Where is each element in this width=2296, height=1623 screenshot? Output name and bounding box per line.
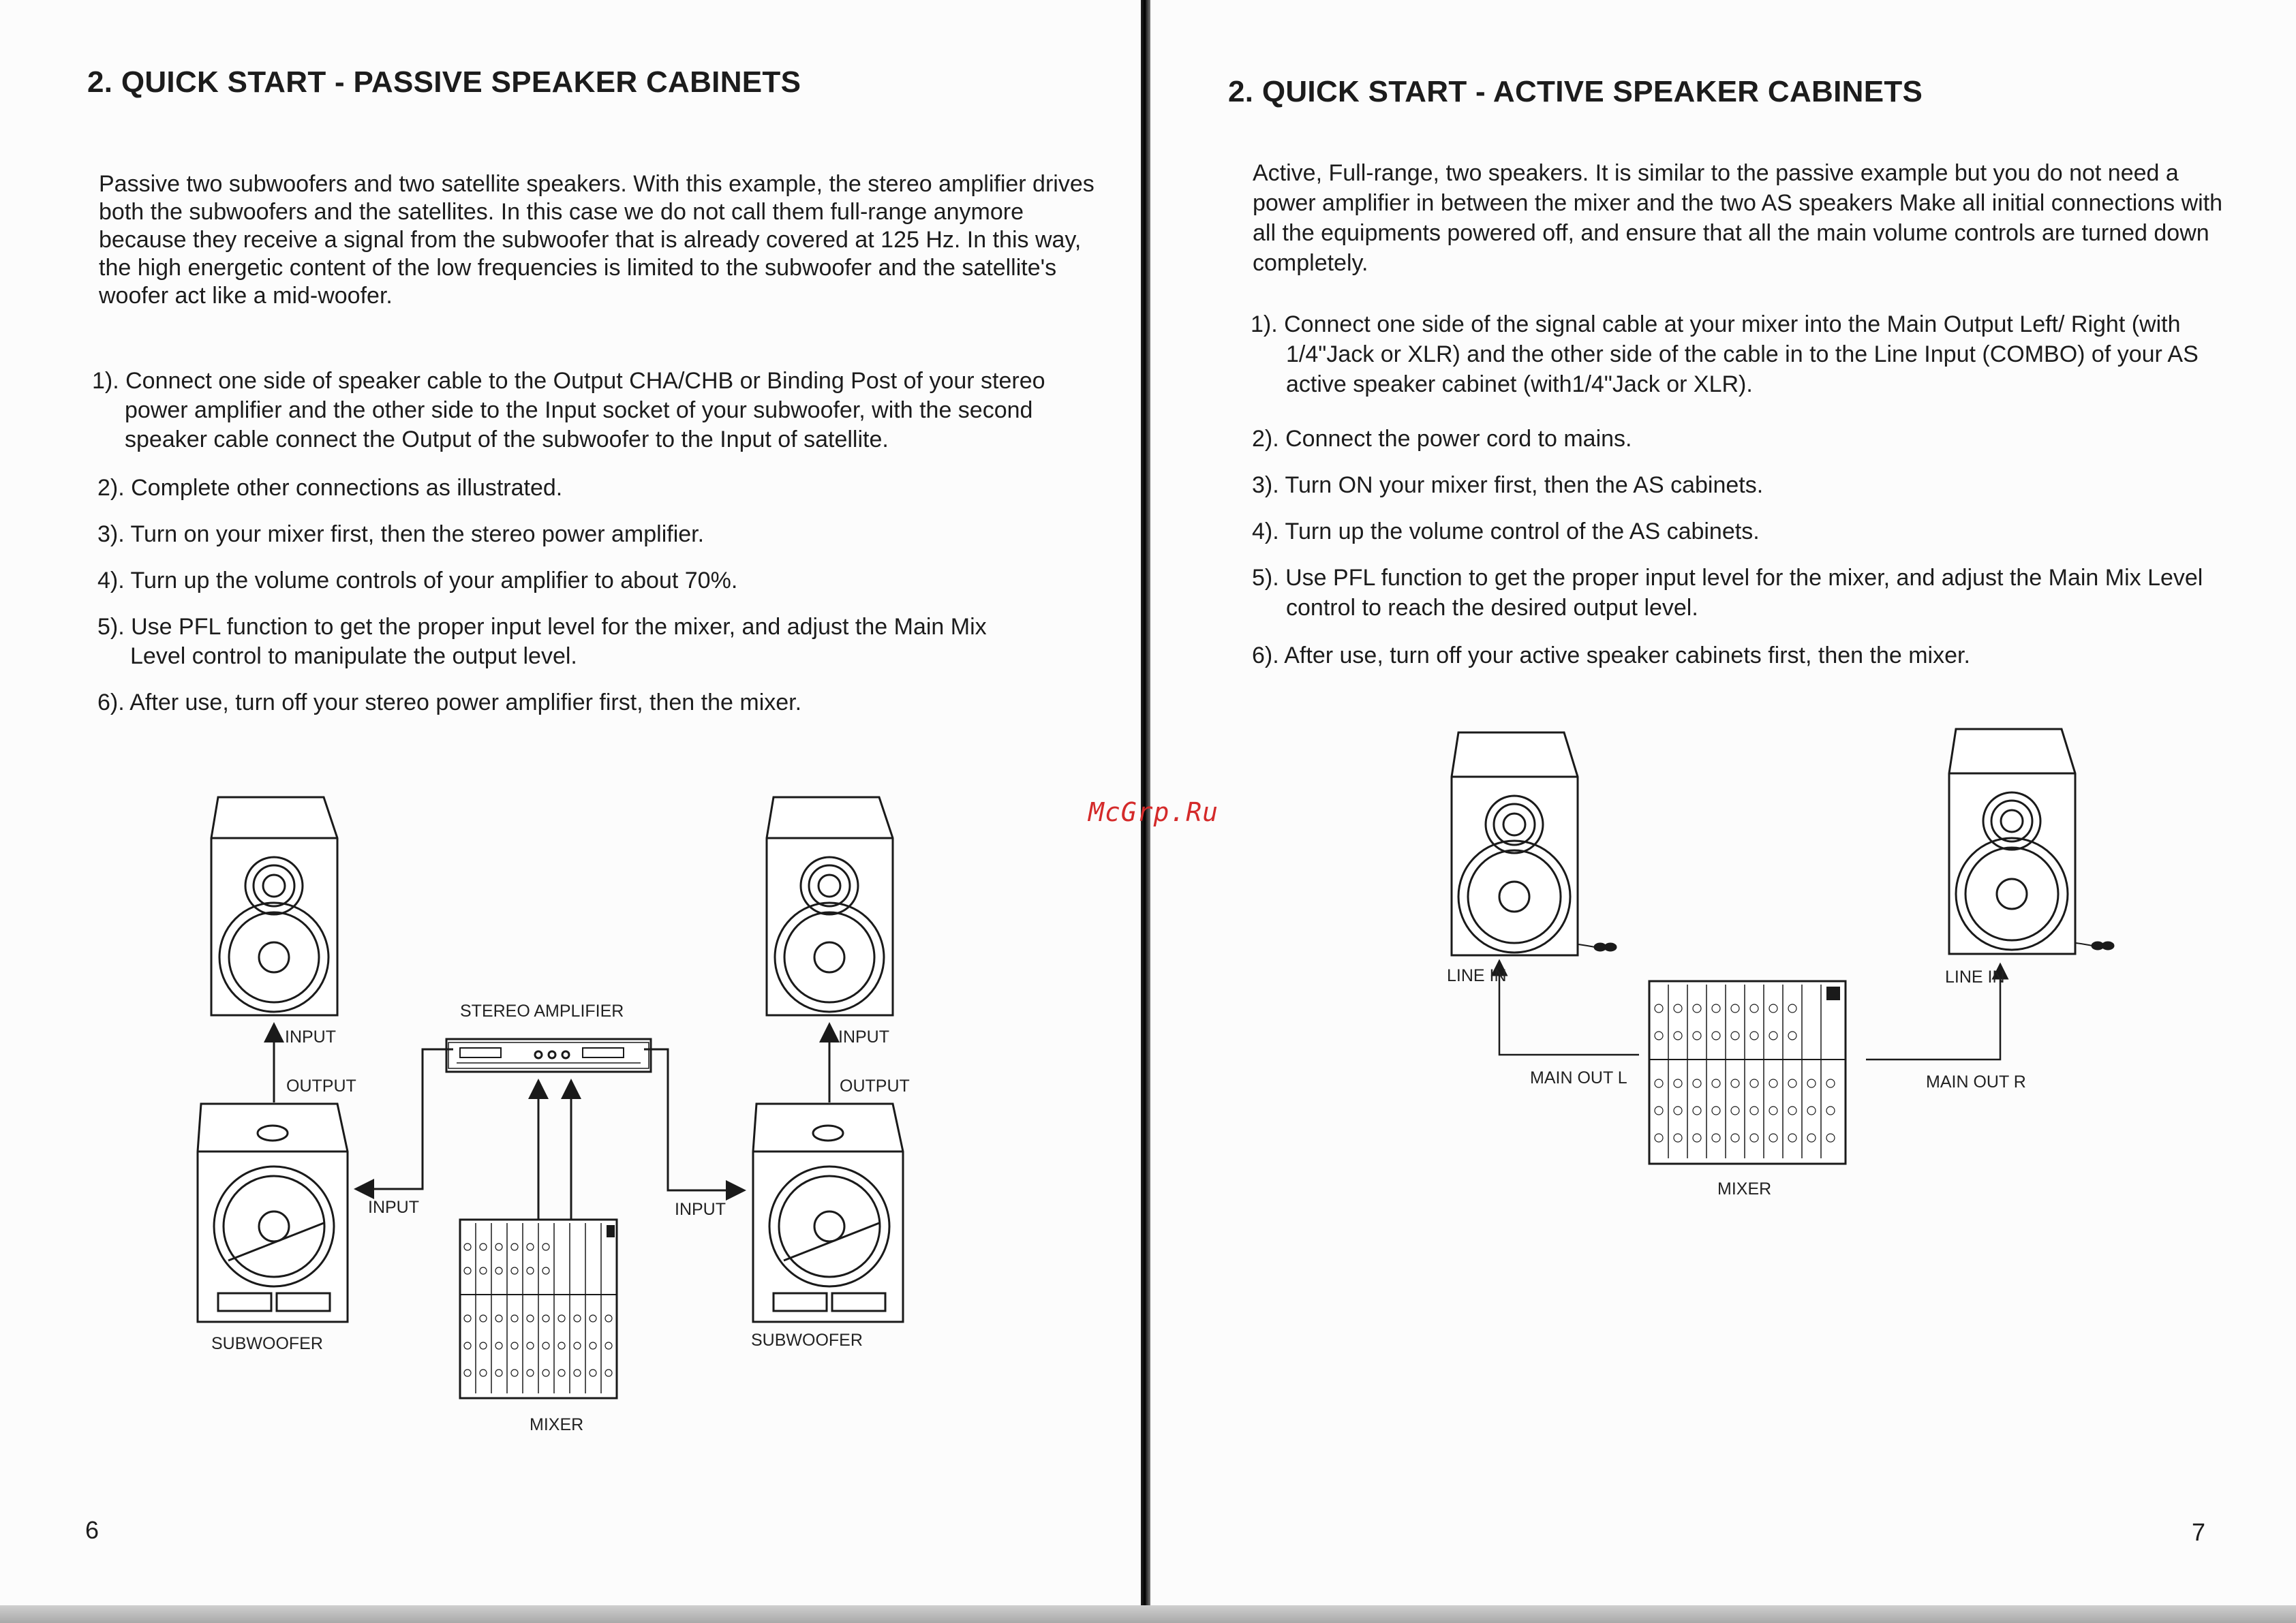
left-step-2: 2). Complete other connections as illustrated. xyxy=(97,475,563,501)
left-subwoofer-label: SUBWOOFER xyxy=(211,1334,323,1353)
right-active-speaker xyxy=(1949,729,2113,954)
left-active-speaker xyxy=(1452,732,1616,955)
stereo-amplifier-label: STEREO AMPLIFIER xyxy=(460,1002,624,1021)
mixer-to-amplifier-wiring xyxy=(538,1081,571,1220)
right-step-6: 6). After use, turn off your active speaker cabinets first, then the mixer. xyxy=(1252,643,1970,668)
active-connection-diagram xyxy=(1377,715,2140,1233)
right-subwoofer-label: SUBWOOFER xyxy=(751,1331,863,1350)
right-page-number: 7 xyxy=(2192,1518,2206,1546)
right-intro-paragraph: Active, Full-range, two speakers. It is similar to the passive example but you do not need a power amplifier in between the mixer and the two AS speakers Make all initial connections with all the equipments powered off, and ensure that all the main volume controls are turned down completely. xyxy=(1253,160,2223,276)
left-page xyxy=(0,0,1145,1623)
main-out-r-label: MAIN OUT R xyxy=(1926,1072,2026,1092)
right-steps-list xyxy=(1251,309,2225,670)
right-subwoofer-output-label: OUTPUT xyxy=(840,1077,910,1096)
left-intro-paragraph: Passive two subwoofers and two satellite speakers. With this example, the stereo amplifier drives both the subwoofers and the satellites. In this case we do not call them full-range anymore because they receive a signal from the subwoofer that is already covered at 125 Hz. In this way, the high energetic content of the low frequencies is limited to the subwoofer and the satellite's woofer act like a mid-woofer. xyxy=(99,171,1095,309)
mixer-label: MIXER xyxy=(530,1415,584,1434)
left-page-title: 2. QUICK START - PASSIVE SPEAKER CABINETS xyxy=(87,65,801,99)
left-satellite-input-label: INPUT xyxy=(285,1027,336,1047)
right-page xyxy=(1152,0,2296,1623)
right-step-5: 5). Use PFL function to get the proper input level for the mixer, and adjust the Main Mix Level control to reach the desired output level. xyxy=(1252,565,2203,621)
right-page-title: 2. QUICK START - ACTIVE SPEAKER CABINETS xyxy=(1228,75,1923,108)
left-satellite-speaker xyxy=(211,797,337,1015)
left-step-5: 5). Use PFL function to get the proper input level for the mixer, and adjust the Main Mix Level control to manipulate the output level. xyxy=(97,614,987,669)
right-subwoofer xyxy=(753,1104,903,1322)
right-step-4: 4). Turn up the volume control of the AS cabinets. xyxy=(1252,519,1760,544)
left-subwoofer xyxy=(198,1104,348,1322)
main-out-l-label: MAIN OUT L xyxy=(1530,1068,1627,1087)
left-step-6: 6). After use, turn off your stereo power amplifier first, then the mixer. xyxy=(97,690,802,715)
right-satellite-input-label: INPUT xyxy=(838,1027,889,1047)
left-page-number: 6 xyxy=(85,1516,100,1544)
active-mixer-label: MIXER xyxy=(1717,1179,1772,1199)
left-subwoofer-input-label: INPUT xyxy=(368,1198,419,1217)
active-mixer-device xyxy=(1649,981,1846,1164)
left-step-4: 4). Turn up the volume controls of your amplifier to about 70%. xyxy=(97,568,738,593)
left-step-1: 1). Connect one side of speaker cable to the Output CHA/CHB or Binding Post of your stereo power amplifier and the other side to the Input socket of your subwoofer, with the second speaker cable connect the Output of the subwoofer to the Input of satellite. xyxy=(92,368,1045,452)
left-subwoofer-output-label: OUTPUT xyxy=(286,1077,356,1096)
left-step-3: 3). Turn on your mixer first, then the stereo power amplifier. xyxy=(97,521,705,547)
right-step-3: 3). Turn ON your mixer first, then the AS cabinets. xyxy=(1252,472,1764,498)
right-satellite-speaker xyxy=(767,797,893,1015)
watermark: McGrp.Ru xyxy=(1088,797,1219,827)
bottom-edge-shadow xyxy=(0,1605,2296,1623)
stereo-amplifier xyxy=(446,1039,651,1072)
left-steps-list xyxy=(92,367,1114,717)
left-line-in-label: LINE IN xyxy=(1447,966,1507,985)
passive-connection-diagram xyxy=(170,784,954,1438)
right-line-in-label: LINE IN xyxy=(1945,968,2005,987)
main-out-l-wiring xyxy=(1499,961,1639,1055)
right-subwoofer-input-label: INPUT xyxy=(675,1200,726,1219)
mixer-device xyxy=(460,1220,617,1398)
right-step-1: 1). Connect one side of the signal cable at your mixer into the Main Output Left/ Right (with 1/4"Jack or XLR) and the other side of the cable in to the Line Input (COMBO) of your AS active speaker cabinet (with1/4"Jack or XLR). xyxy=(1251,311,2199,397)
right-step-2: 2). Connect the power cord to mains. xyxy=(1252,426,1632,452)
